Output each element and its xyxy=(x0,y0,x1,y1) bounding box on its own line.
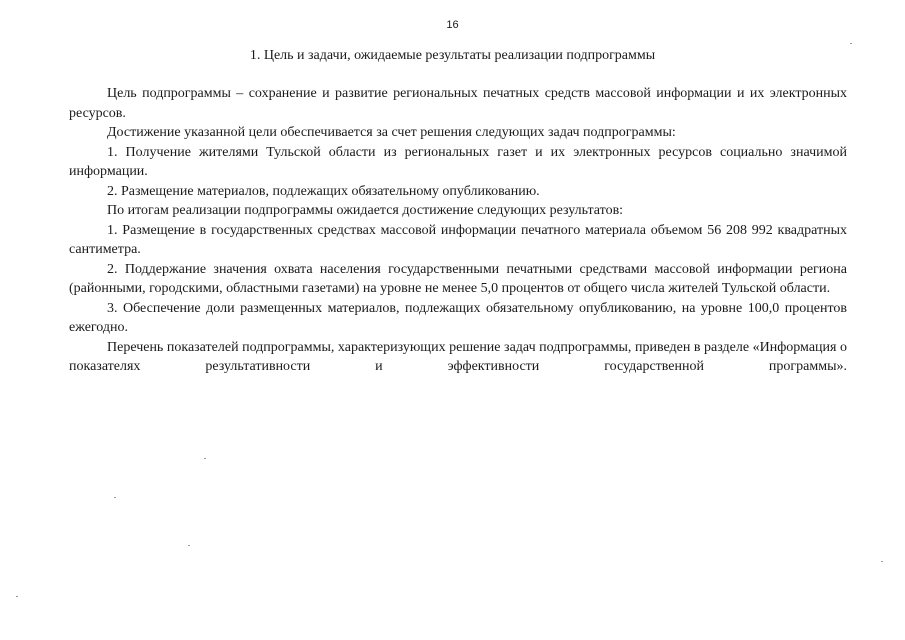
section-body xyxy=(69,84,847,377)
paragraph-tasks-intro: Достижение указанной цели обеспечивается за счет решения следующих задач подпрограммы: xyxy=(107,125,676,140)
section-heading: 1. Цель и задачи, ожидаемые результаты реализации подпрограммы xyxy=(249,48,656,63)
scan-speck xyxy=(881,561,883,562)
scan-speck xyxy=(850,43,852,44)
paragraph-task-1: 1. Получение жителями Тульской области из региональных газет и их электронных ресурсов социально значимой информации. xyxy=(69,144,847,179)
paragraph-task-2: 2. Размещение материалов, подлежащих обязательному опубликованию. xyxy=(107,183,540,199)
scan-speck xyxy=(114,497,116,498)
paragraph-indicators: Перечень показателей подпрограммы, характеризующих решение задач подпрограммы, приведен в разделе «Информация о показателях результативности и эффективности государственной программы». xyxy=(69,339,847,374)
scan-speck xyxy=(188,545,190,546)
scan-speck xyxy=(204,458,206,459)
scan-speck xyxy=(16,596,18,597)
page-number: 16 xyxy=(446,19,459,31)
paragraph-results-intro: По итогам реализации подпрограммы ожидается достижение следующих результатов: xyxy=(107,203,624,218)
paragraph-goal: Цель подпрограммы – сохранение и развитие региональных печатных средств массовой информации и их электронных ресурсов. xyxy=(69,86,847,121)
paragraph-result-2: 2. Поддержание значения охвата населения государственными печатными средствами массовой информации региона (районными, городскими, областными газетами) на уровне не менее 5,0 процентов от общего числа жителей Тульской области. xyxy=(69,261,847,296)
paragraph-result-3: 3. Обеспечение доли размещенных материалов, подлежащих обязательному опубликованию, на уровне 100,0 процентов ежегодно. xyxy=(69,300,847,335)
paragraph-result-1: 1. Размещение в государственных средствах массовой информации печатного материала объемом 56 208 992 квадратных сантиметра. xyxy=(69,222,847,257)
